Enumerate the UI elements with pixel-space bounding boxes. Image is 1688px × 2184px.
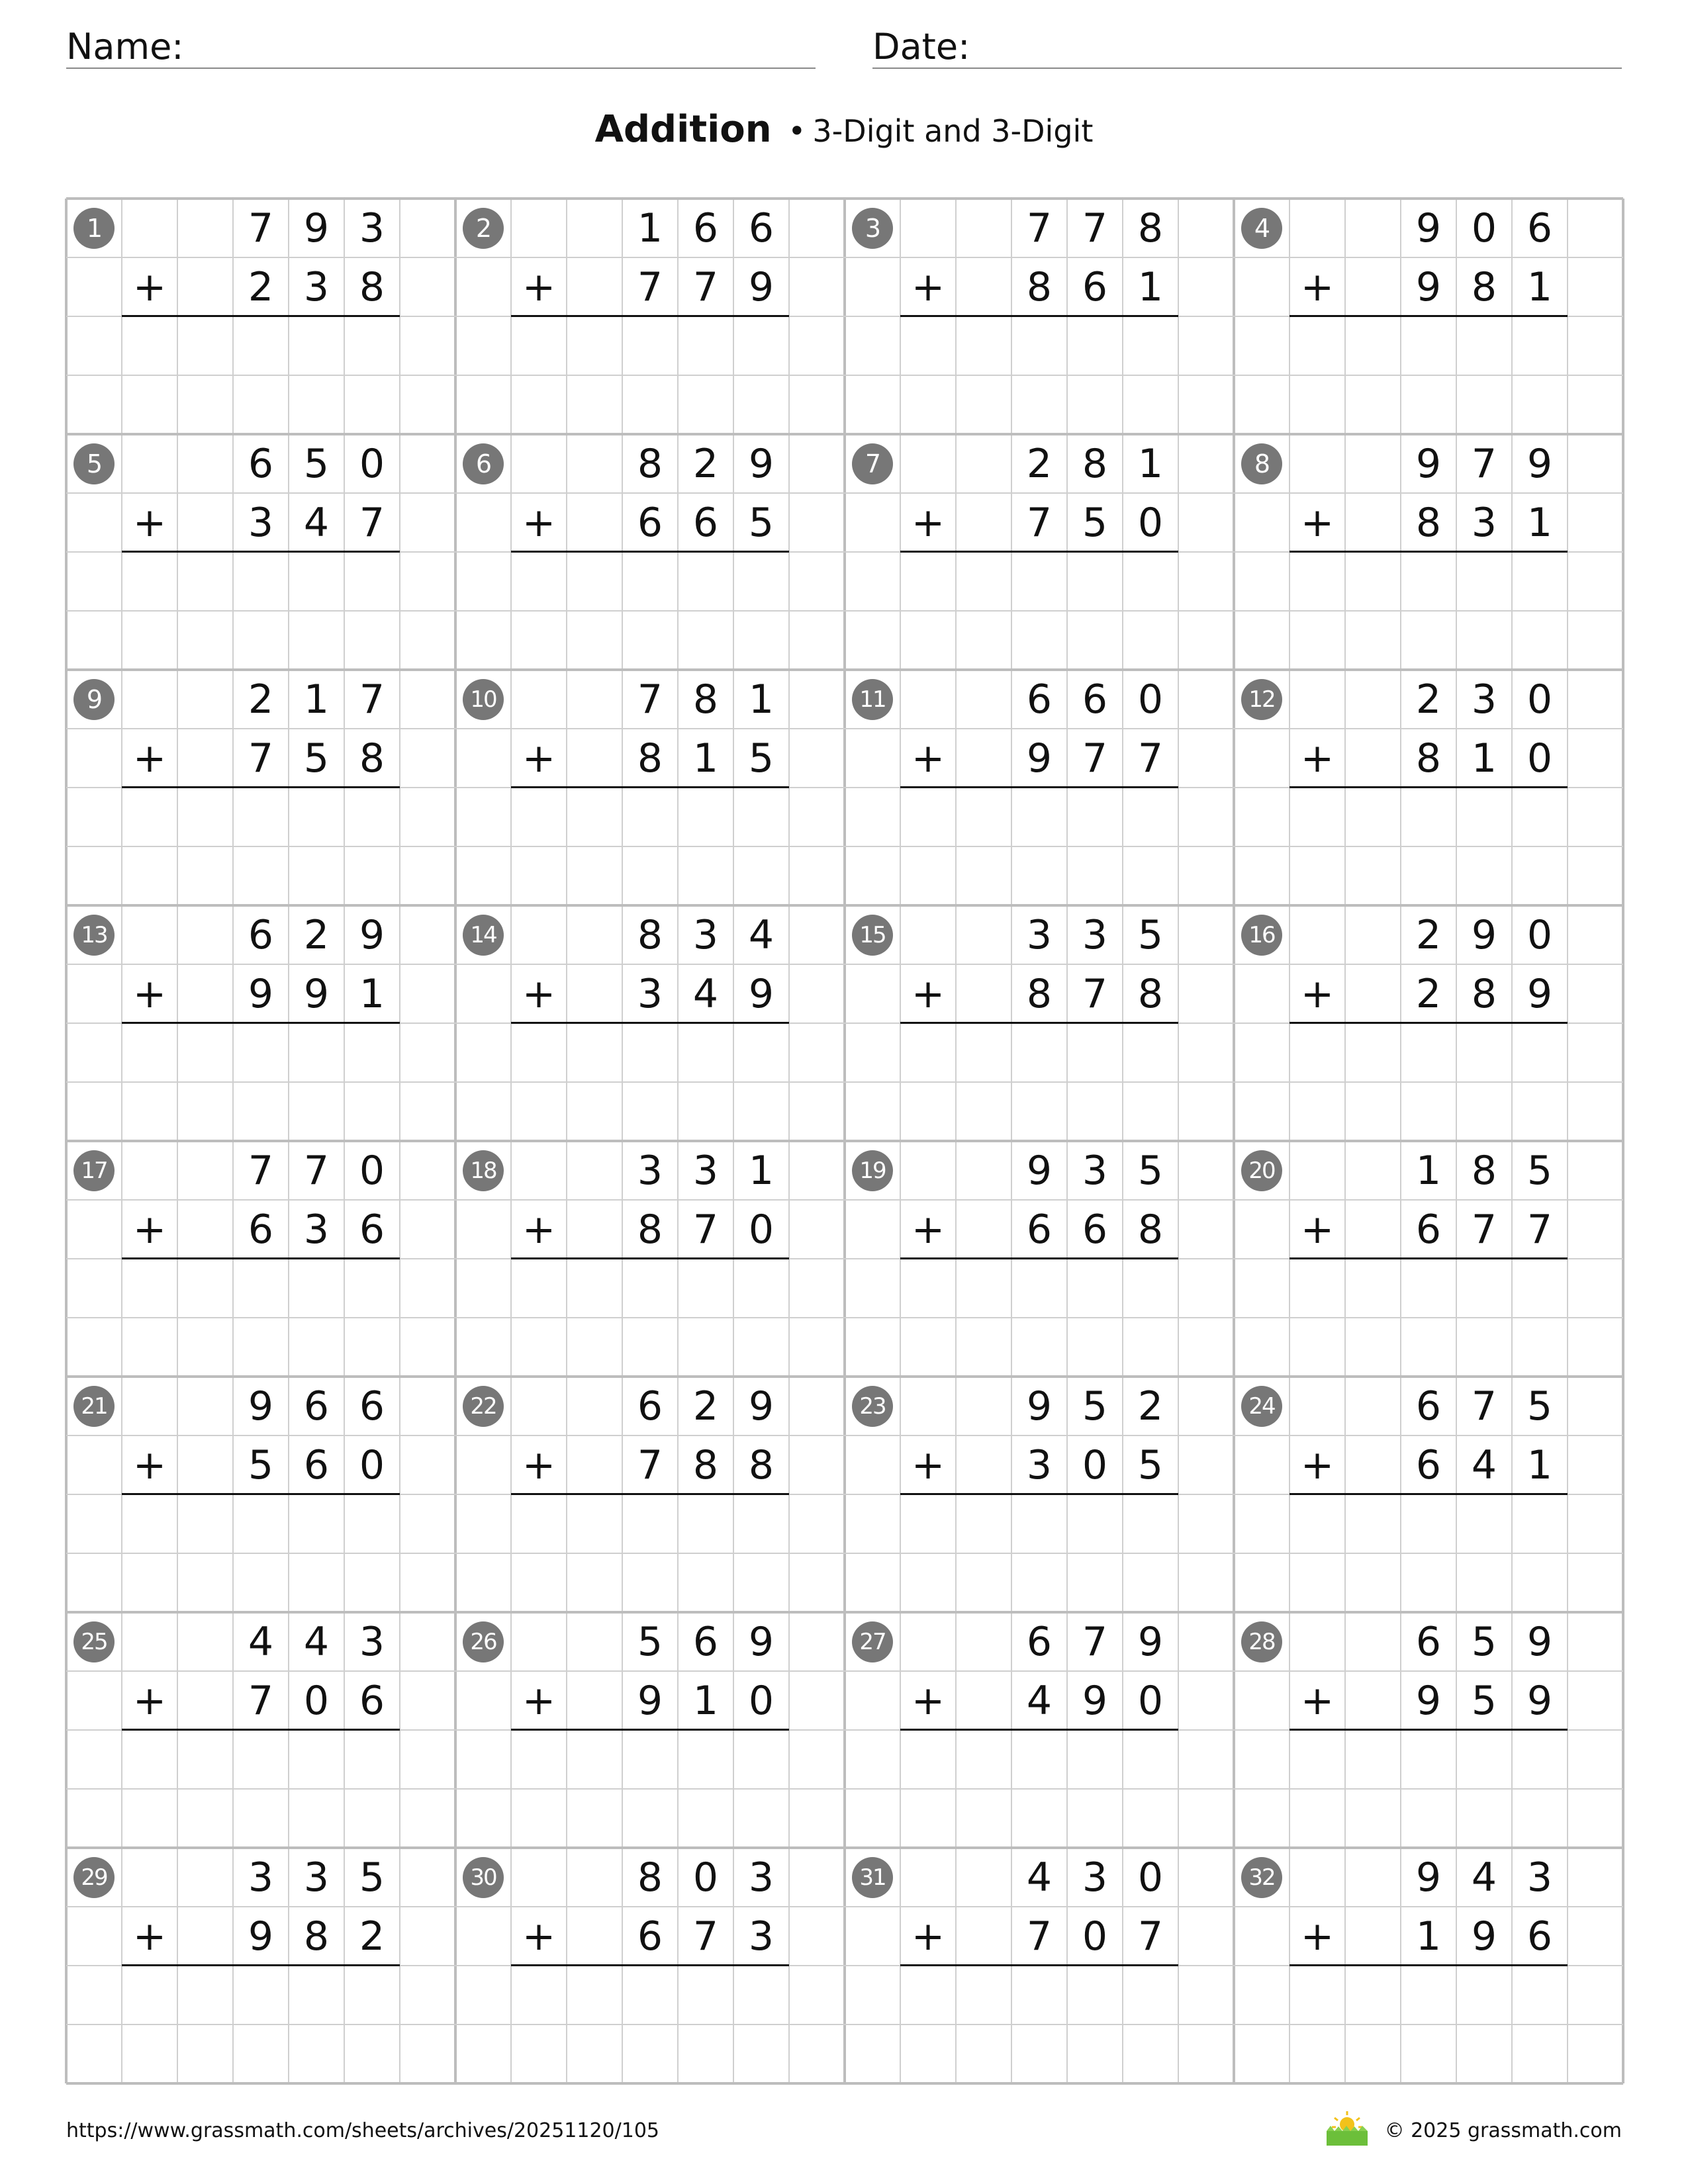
problem-number-badge: 4	[1241, 208, 1282, 249]
bottom-digit: 0	[1082, 1442, 1108, 1488]
bottom-digit: 8	[303, 1913, 330, 1960]
bottom-digit: 2	[359, 1913, 385, 1960]
plus-operator: +	[522, 1913, 556, 1960]
problem-number-badge: 7	[852, 443, 893, 484]
plus-operator: +	[522, 1206, 556, 1253]
top-digit: 2	[1415, 912, 1442, 958]
grass-sun-logo-icon	[1324, 2109, 1370, 2148]
answer-area[interactable]	[956, 1730, 1178, 1789]
top-digit: 6	[637, 1383, 663, 1430]
bottom-digit: 1	[359, 971, 385, 1017]
top-digit: 5	[303, 441, 330, 487]
top-digit: 1	[748, 1148, 774, 1194]
bottom-digit: 8	[1415, 735, 1442, 782]
plus-operator: +	[132, 1442, 167, 1488]
bottom-digit: 7	[1026, 1913, 1053, 1960]
bottom-digit: 9	[248, 1913, 274, 1960]
answer-area[interactable]	[567, 1023, 789, 1082]
answer-area[interactable]	[567, 1966, 789, 2025]
problem-number-badge: 13	[73, 915, 115, 956]
top-digit: 6	[692, 1619, 719, 1665]
top-digit: 7	[637, 676, 663, 723]
top-digit: 9	[248, 1383, 274, 1430]
answer-area[interactable]	[177, 552, 400, 611]
bottom-digit: 1	[692, 735, 719, 782]
top-digit: 2	[692, 1383, 719, 1430]
top-digit: 9	[1137, 1619, 1164, 1665]
bottom-digit: 7	[692, 264, 719, 310]
bottom-digit: 0	[1082, 1913, 1108, 1960]
plus-operator: +	[911, 264, 945, 310]
plus-operator: +	[132, 735, 167, 782]
bottom-digit: 9	[1415, 264, 1442, 310]
top-digit: 7	[1082, 1619, 1108, 1665]
top-digit: 9	[1526, 1619, 1553, 1665]
bottom-digit: 7	[692, 1913, 719, 1960]
footer-copyright: © 2025 grassmath.com	[1384, 2119, 1622, 2142]
plus-operator: +	[1300, 1678, 1335, 1724]
top-digit: 1	[1137, 441, 1164, 487]
problem-number-badge: 23	[852, 1386, 893, 1427]
date-label: Date:	[872, 26, 970, 68]
worksheet-title	[0, 103, 1688, 158]
top-digit: 9	[748, 441, 774, 487]
plus-operator: +	[911, 1913, 945, 1960]
bottom-digit: 0	[359, 1442, 385, 1488]
top-digit: 8	[1082, 441, 1108, 487]
top-digit: 5	[1137, 912, 1164, 958]
top-digit: 2	[303, 912, 330, 958]
bottom-digit: 9	[1526, 971, 1553, 1017]
bottom-digit: 5	[1137, 1442, 1164, 1488]
answer-area[interactable]	[567, 552, 789, 611]
top-digit: 9	[1526, 441, 1553, 487]
answer-area[interactable]	[567, 1259, 789, 1318]
problem-number-badge: 19	[852, 1150, 893, 1191]
top-digit: 6	[1415, 1619, 1442, 1665]
bottom-digit: 8	[692, 1442, 719, 1488]
top-digit: 3	[1026, 912, 1053, 958]
date-field-line[interactable]	[872, 68, 1622, 69]
answer-area[interactable]	[567, 788, 789, 846]
bottom-digit: 3	[637, 971, 663, 1017]
bottom-digit: 5	[1082, 500, 1108, 546]
answer-area[interactable]	[177, 1966, 400, 2025]
problem-number-badge: 8	[1241, 443, 1282, 484]
plus-operator: +	[522, 735, 556, 782]
plus-operator: +	[522, 264, 556, 310]
bottom-digit: 7	[1137, 735, 1164, 782]
bottom-digit: 7	[692, 1206, 719, 1253]
answer-area[interactable]	[956, 788, 1178, 846]
bottom-digit: 4	[692, 971, 719, 1017]
plus-operator: +	[911, 1442, 945, 1488]
top-digit: 1	[748, 676, 774, 723]
top-digit: 7	[248, 1148, 274, 1194]
bottom-digit: 8	[1026, 971, 1053, 1017]
answer-area[interactable]	[1345, 1494, 1568, 1553]
title-main: Addition	[594, 108, 772, 151]
answer-area[interactable]	[1345, 1730, 1568, 1789]
bottom-digit: 3	[1471, 500, 1497, 546]
answer-area[interactable]	[1345, 316, 1568, 375]
problem-number-badge: 25	[73, 1621, 115, 1662]
bottom-digit: 8	[637, 1206, 663, 1253]
answer-area[interactable]	[177, 316, 400, 375]
top-digit: 9	[1026, 1383, 1053, 1430]
bottom-digit: 4	[303, 500, 330, 546]
bottom-digit: 1	[1526, 264, 1553, 310]
bottom-digit: 8	[1471, 264, 1497, 310]
top-digit: 1	[1415, 1148, 1442, 1194]
top-digit: 5	[1471, 1619, 1497, 1665]
plus-operator: +	[911, 735, 945, 782]
bottom-digit: 6	[248, 1206, 274, 1253]
plus-operator: +	[1300, 1442, 1335, 1488]
top-digit: 0	[1137, 1854, 1164, 1901]
top-digit: 3	[1526, 1854, 1553, 1901]
top-digit: 3	[359, 1619, 385, 1665]
top-digit: 9	[1415, 1854, 1442, 1901]
problem-number-badge: 14	[463, 915, 504, 956]
bottom-digit: 1	[1526, 500, 1553, 546]
problem-number-badge: 27	[852, 1621, 893, 1662]
top-digit: 0	[1137, 676, 1164, 723]
top-digit: 5	[1137, 1148, 1164, 1194]
top-digit: 3	[692, 1148, 719, 1194]
top-digit: 1	[637, 205, 663, 251]
top-digit: 6	[359, 1383, 385, 1430]
bottom-digit: 8	[748, 1442, 774, 1488]
bottom-digit: 9	[1526, 1678, 1553, 1724]
top-digit: 2	[692, 441, 719, 487]
plus-operator: +	[132, 500, 167, 546]
bottom-digit: 8	[1471, 971, 1497, 1017]
bottom-digit: 8	[637, 735, 663, 782]
plus-operator: +	[132, 1913, 167, 1960]
answer-area[interactable]	[1345, 1023, 1568, 1082]
bottom-digit: 5	[748, 500, 774, 546]
answer-area[interactable]	[567, 316, 789, 375]
plus-operator: +	[911, 971, 945, 1017]
bottom-digit: 6	[1082, 264, 1108, 310]
problem-number-badge: 15	[852, 915, 893, 956]
bottom-digit: 9	[303, 971, 330, 1017]
top-digit: 2	[1137, 1383, 1164, 1430]
bottom-digit: 0	[748, 1678, 774, 1724]
bottom-digit: 9	[748, 264, 774, 310]
bottom-digit: 6	[359, 1206, 385, 1253]
bottom-digit: 7	[1137, 1913, 1164, 1960]
top-digit: 9	[748, 1383, 774, 1430]
top-digit: 9	[359, 912, 385, 958]
bottom-digit: 7	[1471, 1206, 1497, 1253]
top-digit: 0	[1526, 912, 1553, 958]
bottom-digit: 1	[1526, 1442, 1553, 1488]
top-digit: 0	[1471, 205, 1497, 251]
top-digit: 3	[637, 1148, 663, 1194]
bottom-digit: 7	[1082, 735, 1108, 782]
problem-number-badge: 10	[463, 679, 504, 720]
bottom-digit: 7	[637, 1442, 663, 1488]
top-digit: 5	[1526, 1148, 1553, 1194]
bottom-digit: 9	[248, 971, 274, 1017]
problem-number-badge: 2	[463, 208, 504, 249]
bottom-digit: 6	[359, 1678, 385, 1724]
problem-number-badge: 30	[463, 1857, 504, 1898]
problem-number-badge: 21	[73, 1386, 115, 1427]
title-separator: •	[788, 113, 806, 149]
top-digit: 0	[692, 1854, 719, 1901]
top-digit: 5	[359, 1854, 385, 1901]
plus-operator: +	[911, 1206, 945, 1253]
bottom-digit: 0	[1137, 1678, 1164, 1724]
top-digit: 6	[1026, 1619, 1053, 1665]
answer-area[interactable]	[956, 1023, 1178, 1082]
top-digit: 9	[1415, 205, 1442, 251]
bottom-digit: 9	[748, 971, 774, 1017]
plus-operator: +	[1300, 264, 1335, 310]
bottom-digit: 0	[303, 1678, 330, 1724]
bottom-digit: 5	[303, 735, 330, 782]
answer-area[interactable]	[956, 1494, 1178, 1553]
answer-area[interactable]	[177, 788, 400, 846]
top-digit: 2	[248, 676, 274, 723]
top-digit: 3	[1471, 676, 1497, 723]
bottom-digit: 1	[1415, 1913, 1442, 1960]
problem-number-badge: 17	[73, 1150, 115, 1191]
footer-url: https://www.grassmath.com/sheets/archives/20251120/105	[66, 2119, 660, 2142]
answer-area[interactable]	[177, 1259, 400, 1318]
bottom-digit: 6	[1026, 1206, 1053, 1253]
bottom-digit: 6	[637, 1913, 663, 1960]
problem-number-badge: 5	[73, 443, 115, 484]
top-digit: 8	[1471, 1148, 1497, 1194]
top-digit: 9	[1471, 912, 1497, 958]
problem-number-badge: 20	[1241, 1150, 1282, 1191]
problem-number-badge: 31	[852, 1857, 893, 1898]
top-digit: 3	[303, 1854, 330, 1901]
top-digit: 6	[692, 205, 719, 251]
problem-number-badge: 22	[463, 1386, 504, 1427]
bottom-digit: 8	[1137, 1206, 1164, 1253]
problem-number-badge: 28	[1241, 1621, 1282, 1662]
bottom-digit: 8	[1137, 971, 1164, 1017]
bottom-digit: 5	[748, 735, 774, 782]
top-digit: 9	[1026, 1148, 1053, 1194]
top-digit: 7	[1026, 205, 1053, 251]
problem-number-badge: 3	[852, 208, 893, 249]
top-digit: 7	[1471, 1383, 1497, 1430]
plus-operator: +	[1300, 971, 1335, 1017]
problem-number-badge: 29	[73, 1857, 115, 1898]
answer-area[interactable]	[177, 1023, 400, 1082]
bottom-digit: 3	[248, 500, 274, 546]
top-digit: 0	[359, 1148, 385, 1194]
top-digit: 8	[637, 912, 663, 958]
top-digit: 4	[1471, 1854, 1497, 1901]
name-label: Name:	[66, 26, 184, 68]
bottom-digit: 3	[303, 1206, 330, 1253]
problem-number-badge: 1	[73, 208, 115, 249]
top-digit: 8	[637, 1854, 663, 1901]
problem-number-badge: 6	[463, 443, 504, 484]
top-digit: 4	[303, 1619, 330, 1665]
plus-operator: +	[522, 1678, 556, 1724]
bottom-digit: 7	[1082, 971, 1108, 1017]
bottom-digit: 7	[248, 735, 274, 782]
answer-area[interactable]	[1345, 1259, 1568, 1318]
title-subtitle: 3-Digit and 3-Digit	[812, 113, 1094, 149]
bottom-digit: 6	[1526, 1913, 1553, 1960]
bottom-digit: 9	[1026, 735, 1053, 782]
answer-area[interactable]	[1345, 1966, 1568, 2025]
plus-operator: +	[132, 264, 167, 310]
top-digit: 3	[1082, 912, 1108, 958]
bottom-digit: 9	[637, 1678, 663, 1724]
top-digit: 7	[248, 205, 274, 251]
bottom-digit: 7	[1026, 500, 1053, 546]
problem-number-badge: 18	[463, 1150, 504, 1191]
name-field-line[interactable]	[66, 68, 816, 69]
top-digit: 6	[1526, 205, 1553, 251]
top-digit: 3	[1082, 1854, 1108, 1901]
bottom-digit: 6	[637, 500, 663, 546]
top-digit: 2	[1415, 676, 1442, 723]
top-digit: 8	[1137, 205, 1164, 251]
top-digit: 8	[637, 441, 663, 487]
top-digit: 7	[359, 676, 385, 723]
top-digit: 6	[248, 912, 274, 958]
problem-number-badge: 32	[1241, 1857, 1282, 1898]
bottom-digit: 6	[1415, 1206, 1442, 1253]
top-digit: 6	[748, 205, 774, 251]
problem-number-badge: 12	[1241, 679, 1282, 720]
top-digit: 5	[637, 1619, 663, 1665]
bottom-digit: 7	[637, 264, 663, 310]
bottom-digit: 2	[248, 264, 274, 310]
top-digit: 9	[748, 1619, 774, 1665]
bottom-digit: 5	[248, 1442, 274, 1488]
top-digit: 9	[1415, 441, 1442, 487]
bottom-digit: 4	[1026, 1678, 1053, 1724]
top-digit: 3	[748, 1854, 774, 1901]
top-digit: 3	[1082, 1148, 1108, 1194]
bottom-digit: 2	[1415, 971, 1442, 1017]
answer-area[interactable]	[1345, 552, 1568, 611]
problem-number-badge: 9	[73, 679, 115, 720]
top-digit: 5	[1526, 1383, 1553, 1430]
plus-operator: +	[1300, 1206, 1335, 1253]
bottom-digit: 6	[692, 500, 719, 546]
top-digit: 4	[1026, 1854, 1053, 1901]
bottom-digit: 7	[359, 500, 385, 546]
problem-number-badge: 16	[1241, 915, 1282, 956]
top-digit: 1	[303, 676, 330, 723]
top-digit: 0	[359, 441, 385, 487]
bottom-digit: 4	[1471, 1442, 1497, 1488]
answer-area[interactable]	[956, 316, 1178, 375]
bottom-digit: 8	[1026, 264, 1053, 310]
answer-area[interactable]	[567, 1730, 789, 1789]
bottom-digit: 3	[303, 264, 330, 310]
problem-number-badge: 11	[852, 679, 893, 720]
bottom-digit: 9	[1471, 1913, 1497, 1960]
top-digit: 9	[303, 205, 330, 251]
plus-operator: +	[522, 500, 556, 546]
top-digit: 7	[1471, 441, 1497, 487]
bottom-digit: 0	[748, 1206, 774, 1253]
bottom-digit: 8	[359, 735, 385, 782]
top-digit: 7	[303, 1148, 330, 1194]
problem-number-badge: 26	[463, 1621, 504, 1662]
plus-operator: +	[132, 971, 167, 1017]
bottom-digit: 8	[1415, 500, 1442, 546]
top-digit: 2	[1026, 441, 1053, 487]
top-digit: 4	[248, 1619, 274, 1665]
bottom-digit: 7	[1526, 1206, 1553, 1253]
bottom-digit: 9	[1415, 1678, 1442, 1724]
answer-area[interactable]	[956, 1966, 1178, 2025]
bottom-digit: 7	[248, 1678, 274, 1724]
top-digit: 3	[248, 1854, 274, 1901]
answer-area[interactable]	[1345, 788, 1568, 846]
problem-number-badge: 24	[1241, 1386, 1282, 1427]
plus-operator: +	[1300, 1913, 1335, 1960]
plus-operator: +	[1300, 735, 1335, 782]
answer-area[interactable]	[956, 1259, 1178, 1318]
top-digit: 3	[692, 912, 719, 958]
top-digit: 7	[1082, 205, 1108, 251]
bottom-digit: 9	[1082, 1678, 1108, 1724]
bottom-digit: 0	[1137, 500, 1164, 546]
bottom-digit: 6	[303, 1442, 330, 1488]
answer-area[interactable]	[177, 1494, 400, 1553]
plus-operator: +	[911, 1678, 945, 1724]
bottom-digit: 6	[1082, 1206, 1108, 1253]
answer-area[interactable]	[177, 1730, 400, 1789]
top-digit: 6	[1026, 676, 1053, 723]
plus-operator: +	[522, 1442, 556, 1488]
top-digit: 6	[1082, 676, 1108, 723]
answer-area[interactable]	[956, 552, 1178, 611]
top-digit: 0	[1526, 676, 1553, 723]
top-digit: 6	[1415, 1383, 1442, 1430]
bottom-digit: 1	[692, 1678, 719, 1724]
plus-operator: +	[1300, 500, 1335, 546]
bottom-digit: 8	[359, 264, 385, 310]
top-digit: 6	[303, 1383, 330, 1430]
plus-operator: +	[132, 1678, 167, 1724]
top-digit: 5	[1082, 1383, 1108, 1430]
bottom-digit: 3	[1026, 1442, 1053, 1488]
top-digit: 8	[692, 676, 719, 723]
answer-area[interactable]	[567, 1494, 789, 1553]
plus-operator: +	[911, 500, 945, 546]
bottom-digit: 0	[1526, 735, 1553, 782]
bottom-digit: 1	[1471, 735, 1497, 782]
bottom-digit: 1	[1137, 264, 1164, 310]
top-digit: 3	[359, 205, 385, 251]
top-digit: 6	[248, 441, 274, 487]
top-digit: 4	[748, 912, 774, 958]
bottom-digit: 6	[1415, 1442, 1442, 1488]
plus-operator: +	[132, 1206, 167, 1253]
bottom-digit: 3	[748, 1913, 774, 1960]
plus-operator: +	[522, 971, 556, 1017]
bottom-digit: 5	[1471, 1678, 1497, 1724]
